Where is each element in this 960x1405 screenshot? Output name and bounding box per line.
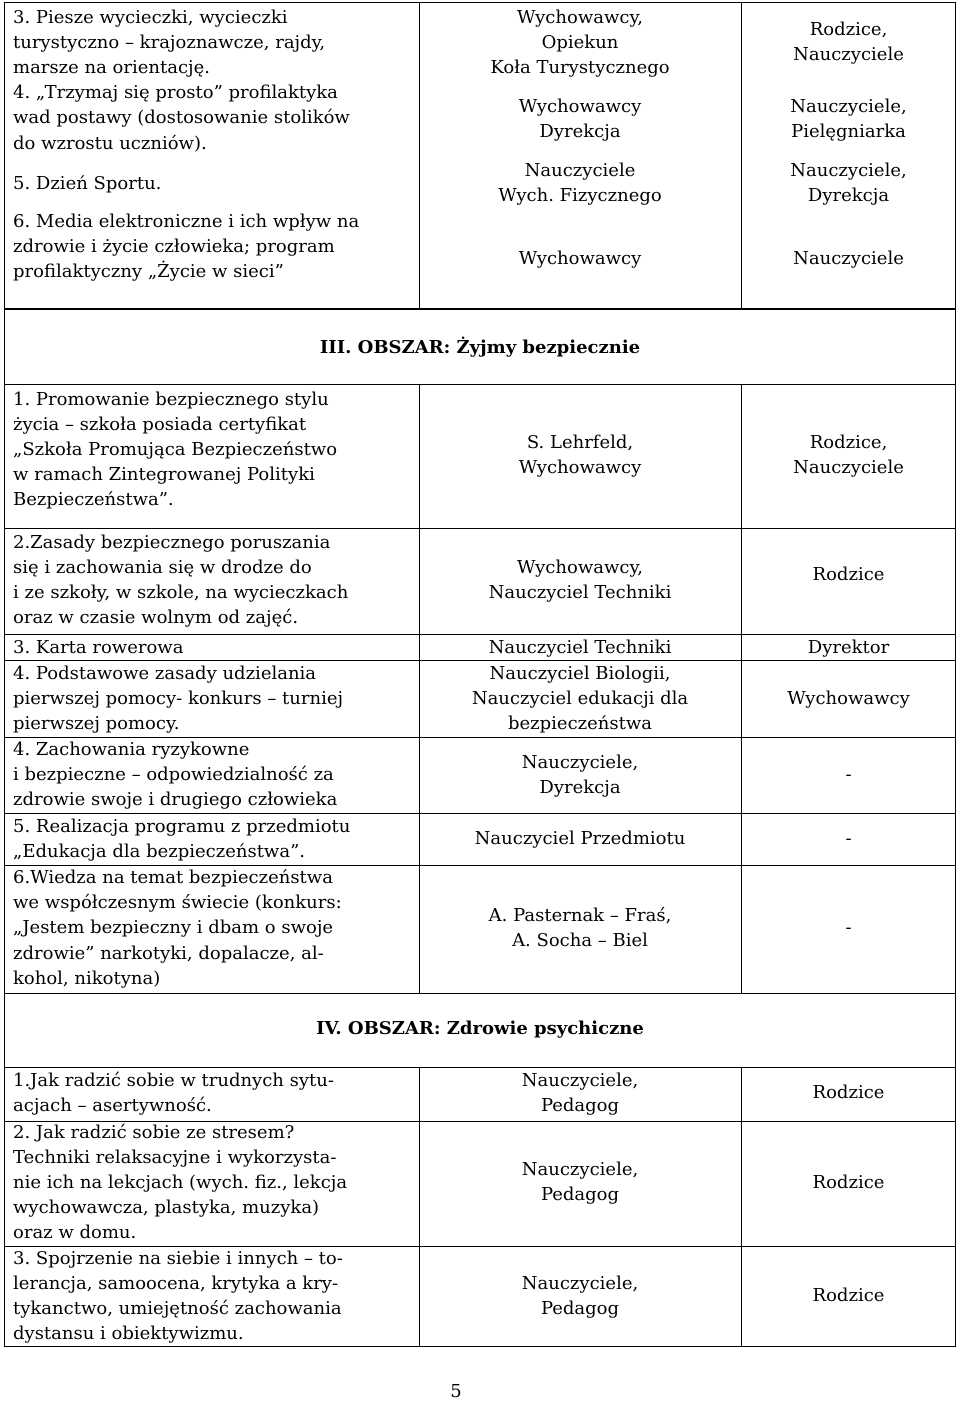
table-border [4,2,5,308]
task-line: 3. Karta rowerowa [13,637,184,658]
task-line: marsze na orientację. [13,57,210,78]
partners-line: Nauczyciele [793,44,904,65]
partners-line: Rodzice [812,564,885,585]
task-line: nie ich na lekcjach (wych. fiz., lekcja [13,1172,348,1193]
task-line: dystansu i obiektywizmu. [13,1323,244,1344]
partners-line: Nauczyciele, [790,160,907,181]
partners-line: Dyrektor [807,637,890,658]
section-heading: III. OBSZAR: Żyjmy bezpiecznie [319,337,641,358]
responsible-line: A. Socha – Biel [512,930,648,951]
task-line: 6. Media elektroniczne i ich wpływ na [13,211,360,232]
responsible-line: A. Pasternak – Fraś, [488,905,672,926]
task-line: 4. Podstawowe zasady udzielania [13,663,317,684]
responsible-line: S. Lehrfeld, [526,432,634,453]
task-line: Bezpieczeństwa”. [13,489,174,510]
task-line: życia – szkoła posiada certyfikat [13,414,307,435]
task-line: „Jestem bezpieczny i dbam o swoje [13,917,334,938]
partners-line: Rodzice, [809,19,888,40]
responsible-line: Wychowawcy, [517,557,643,578]
task-line: „Szkoła Promująca Bezpieczeństwo [13,439,338,460]
task-line: zdrowie” narkotyki, dopalacze, al- [13,943,324,964]
task-line: wychowawcza, plastyka, muzyka) [13,1197,320,1218]
partners-line: Rodzice, [809,432,888,453]
responsible-line: Nauczyciele, [521,1159,639,1180]
responsible-line: Koła Turystycznego [490,57,670,78]
task-line: we współczesnym świecie (konkurs: [13,892,342,913]
task-line: 5. Realizacja programu z przedmiotu [13,816,351,837]
task-line: profilaktyczny „Życie w sieci” [13,261,284,282]
task-line: i ze szkoły, w szkole, na wycieczkach [13,582,349,603]
table-border [4,309,956,310]
task-line: w ramach Zintegrowanej Polityki [13,464,315,485]
task-line: Techniki relaksacyjne i wykorzysta- [13,1147,337,1168]
partners-line: Nauczyciele, [790,96,907,117]
partners-line: Wychowawcy [787,688,910,709]
partners-line: Rodzice [812,1082,885,1103]
task-line: acjach – asertywność. [13,1095,212,1116]
responsible-line: Nauczyciel Biologii, [489,663,671,684]
task-line: 5. Dzień Sportu. [13,173,162,194]
task-line: tykanctwo, umiejętność zachowania [13,1298,342,1319]
partners-line: Rodzice [812,1285,885,1306]
responsible-line: Pedagog [540,1184,620,1205]
responsible-line: Nauczyciele, [521,1070,639,1091]
table-border [4,993,956,994]
task-line: pierwszej pomocy. [13,713,180,734]
responsible-line: Wych. Fizycznego [498,185,662,206]
responsible-line: Nauczyciel edukacji dla [471,688,689,709]
table-border [4,309,5,993]
task-line: 4. Zachowania ryzykowne [13,739,250,760]
responsible-line: Nauczyciel Techniki [488,582,672,603]
task-line: wad postawy (dostosowanie stolików [13,107,350,128]
task-line: oraz w czasie wolnym od zajęć. [13,607,299,628]
responsible-line: Pedagog [540,1095,620,1116]
task-line: zdrowie i życie człowieka; program [13,236,335,257]
task-line: zdrowie swoje i drugiego człowieka [13,789,338,810]
responsible-line: Wychowawcy [518,96,642,117]
responsible-line: Pedagog [540,1298,620,1319]
task-line: 4. „Trzymaj się prosto” profilaktyka [13,82,338,103]
task-line: oraz w domu. [13,1222,137,1243]
partners-line: Nauczyciele [793,457,904,478]
responsible-line: Dyrekcja [539,777,621,798]
partners-line: Nauczyciele [793,248,904,269]
task-line: 1. Promowanie bezpiecznego stylu [13,389,329,410]
responsible-line: Nauczyciele, [521,752,639,773]
page-number: 5 [450,1381,462,1402]
table-border [955,309,956,993]
responsible-line: Nauczyciele, [521,1273,639,1294]
responsible-line: Opiekun [541,32,619,53]
responsible-line: bezpieczeństwa [507,713,652,734]
table-border [955,993,956,1346]
task-line: turystyczno – krajoznawcze, rajdy, [13,32,326,53]
partners-line: Rodzice [812,1172,885,1193]
responsible-line: Wychowawcy, [517,7,643,28]
partners-line: - [845,828,852,849]
partners-line: - [845,764,852,785]
task-line: 2.Zasady bezpiecznego poruszania [13,532,331,553]
task-line: 1.Jak radzić sobie w trudnych sytu- [13,1070,334,1091]
partners-line: Pielęgniarka [791,121,906,142]
responsible-line: Nauczyciel Techniki [488,637,672,658]
responsible-line: Dyrekcja [539,121,621,142]
table-border [4,528,956,529]
section-heading: IV. OBSZAR: Zdrowie psychiczne [316,1018,644,1039]
task-line: 3. Spojrzenie na siebie i innych – to- [13,1248,343,1269]
task-line: pierwszej pomocy- konkurs – turniej [13,688,344,709]
task-line: „Edukacja dla bezpieczeństwa”. [13,841,305,862]
table-border [4,993,5,1346]
partners-line: Dyrekcja [807,185,890,206]
task-line: i bezpieczne – odpowiedzialność za [13,764,334,785]
task-line: lerancja, samoocena, krytyka a kry- [13,1273,339,1294]
table-border [4,384,956,385]
responsible-line: Nauczyciele [524,160,636,181]
task-line: 6.Wiedza na temat bezpieczeństwa [13,867,333,888]
task-line: do wzrostu uczniów). [13,133,207,154]
task-line: 3. Piesze wycieczki, wycieczki [13,7,288,28]
task-line: się i zachowania się w drodze do [13,557,312,578]
responsible-line: Wychowawcy [518,457,642,478]
table-border [4,2,956,3]
task-line: kohol, nikotyna) [13,968,161,989]
responsible-line: Wychowawcy [518,248,642,269]
partners-line: - [845,917,852,938]
task-line: 2. Jak radzić sobie ze stresem? [13,1122,295,1143]
responsible-line: Nauczyciel Przedmiotu [474,828,686,849]
table-border [955,2,956,308]
